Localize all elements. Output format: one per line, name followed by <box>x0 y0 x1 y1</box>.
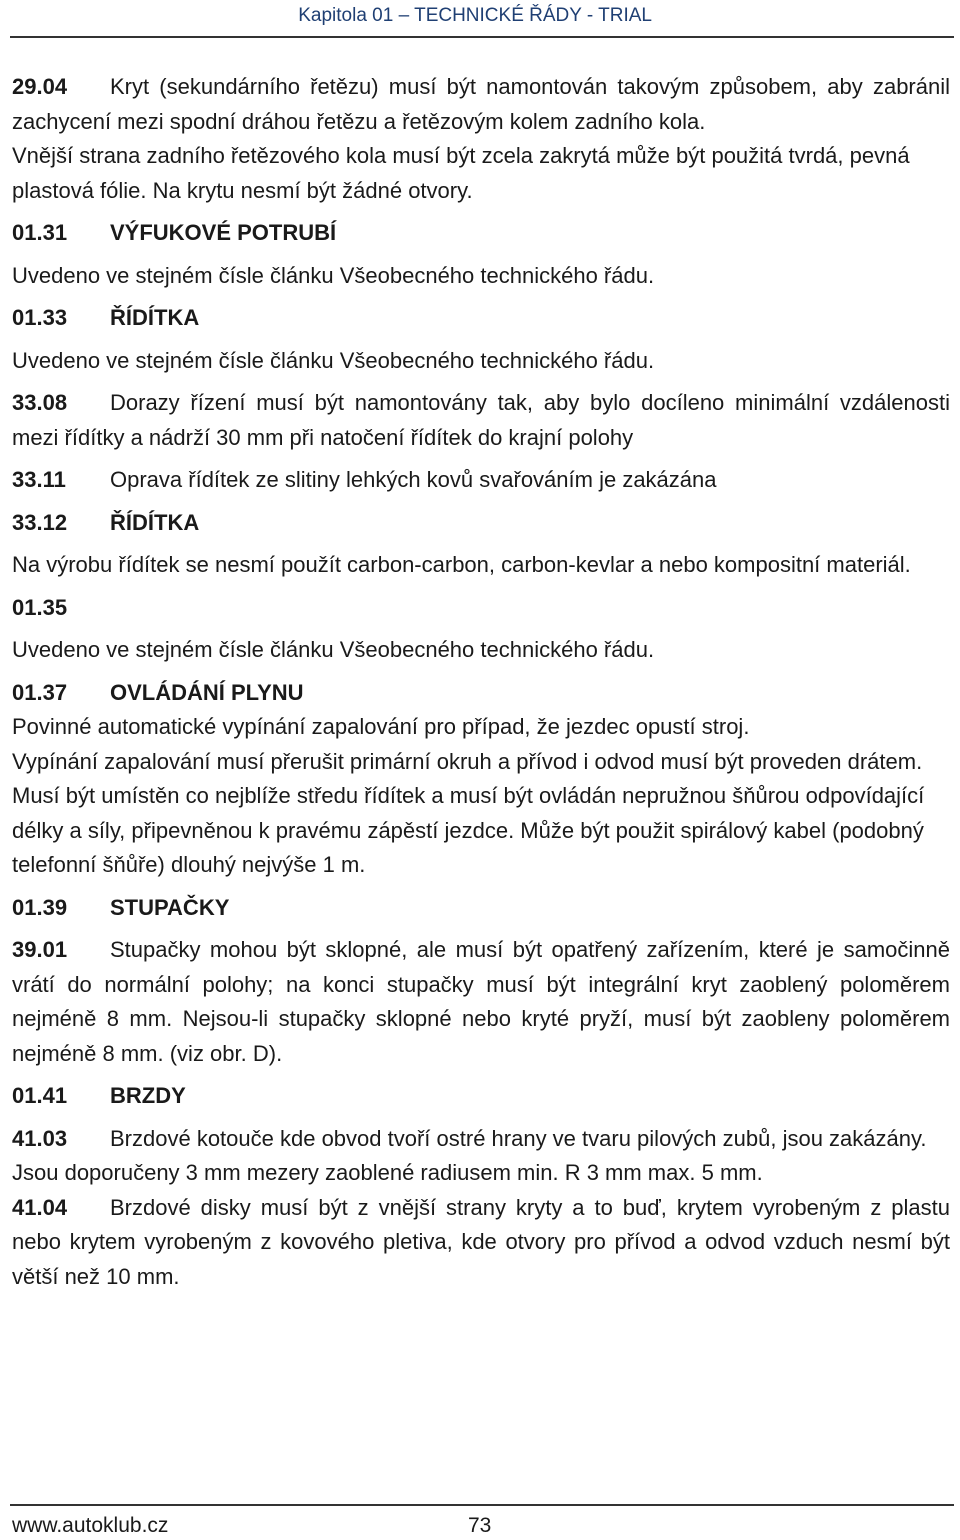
section-text: Stupačky mohou být sklopné, ale musí být opatřený zařízením, které je samočinně vrátí do normální polohy; na konci stupačky musí být integrální kryt zaoblený poloměrem nejméně 8 mm. Nejsou-li stupačky sklopné nebo kryté pryží, musí být zaobleny poloměrem nejméně 8 mm. (viz obr. D). <box>12 937 950 1066</box>
section-01-35 <box>12 591 950 668</box>
header-divider <box>10 36 954 38</box>
footer-url-link[interactable]: www.autoklub.cz <box>12 1514 169 1537</box>
section-paragraph: Vnější strana zadního řetězového kola musí být zcela zakrytá může být použitá tvrdá, pevná plastová fólie. Na krytu nesmí být žádné otvory. <box>12 143 910 203</box>
section-title: BRZDY <box>110 1083 186 1108</box>
section-paragraph: Na výrobu řídítek se nesmí použít carbon-carbon, carbon-kevlar a nebo kompositní materiál. <box>12 552 911 577</box>
section-01-41 <box>12 1079 950 1114</box>
section-number: 33.11 <box>12 467 66 492</box>
section-33-12 <box>12 506 950 583</box>
section-29-04 <box>12 70 950 208</box>
section-heading <box>12 891 950 926</box>
section-paragraph <box>12 70 950 139</box>
section-text: Dorazy řízení musí být namontovány tak, aby bylo docíleno minimální vzdálenosti mezi řídítky a nádrží 30 mm při natočení řídítek do krajní polohy <box>12 390 950 450</box>
section-paragraph: Povinné automatické vypínání zapalování pro případ, že jezdec opustí stroj. <box>12 714 750 739</box>
section-number: 33.08 <box>12 390 68 415</box>
section-title: ŘÍDÍTKA <box>110 509 200 535</box>
section-text: Brzdové kotouče kde obvod tvoří ostré hrany ve tvaru pilových zubů, jsou zakázány. Jsou doporučeny 3 mm mezery zaoblené radiusem min. R 3 mm max. 5 mm. <box>12 1125 927 1185</box>
section-heading <box>12 1079 950 1114</box>
section-text: Kryt (sekundárního řetězu) musí být namontován takovým způsobem, aby zabránil zachycení mezi spodní dráhou řetězu a řetězovým kolem zadního kola. <box>12 74 950 134</box>
section-title: STUPAČKY <box>110 894 230 920</box>
section-number: 39.01 <box>12 937 68 962</box>
section-number: 01.31 <box>12 220 68 245</box>
section-title: ŘÍDÍTKA <box>110 305 200 330</box>
page-number: 73 <box>468 1514 492 1537</box>
section-01-39 <box>12 891 950 926</box>
section-number: 29.04 <box>12 74 68 99</box>
section-number: 41.04 <box>12 1194 68 1220</box>
section-number: 01.39 <box>12 894 68 920</box>
section-paragraph <box>12 463 950 498</box>
section-heading <box>12 216 950 251</box>
section-number: 01.35 <box>12 594 68 620</box>
section-paragraph: Uvedeno ve stejném čísle článku Všeobecného technického řádu. <box>12 347 655 373</box>
section-number: 01.37 <box>12 679 68 705</box>
section-heading <box>12 591 950 626</box>
section-paragraph: Uvedeno ve stejném čísle článku Všeobecného technického řádu. <box>12 262 655 288</box>
section-paragraph <box>12 1122 950 1191</box>
section-33-08 <box>12 386 950 455</box>
page-header <box>0 0 960 34</box>
section-01-37 <box>12 676 950 883</box>
page-footer <box>0 1496 960 1540</box>
section-33-11 <box>12 463 950 498</box>
section-heading <box>12 301 950 336</box>
section-41-04 <box>12 1191 950 1295</box>
section-41-03 <box>12 1122 950 1191</box>
section-number: 41.03 <box>12 1125 68 1151</box>
chapter-title: Kapitola 01 – TECHNICKÉ ŘÁDY - TRIAL <box>298 5 652 26</box>
section-paragraph <box>12 386 950 455</box>
section-heading <box>12 676 950 711</box>
section-number: 01.41 <box>12 1083 68 1108</box>
section-39-01 <box>12 933 950 1071</box>
document-body <box>12 70 950 1294</box>
footer-divider <box>10 1504 954 1506</box>
section-paragraph: Uvedeno ve stejném čísle článku Všeobecného technického řádu. <box>12 637 655 662</box>
section-paragraph <box>12 933 950 1071</box>
section-01-33 <box>12 301 950 378</box>
section-text: Oprava řídítek ze slitiny lehkých kovů svařováním je zakázána <box>110 467 717 492</box>
section-title: OVLÁDÁNÍ PLYNU <box>110 679 304 705</box>
section-number: 01.33 <box>12 305 68 330</box>
section-heading <box>12 506 950 541</box>
section-title: VÝFUKOVÉ POTRUBÍ <box>110 220 337 245</box>
section-text: Brzdové disky musí být z vnější strany kryty a to buď, krytem vyrobeným z plastu nebo krytem vyrobeným z kovového pletiva, kde otvory pro přívod a odvod vzduch nesmí být větší než 10 mm. <box>12 1194 950 1289</box>
section-01-31 <box>12 216 950 293</box>
section-paragraph: Vypínání zapalování musí přerušit primární okruh a přívod i odvod musí být proveden drátem. Musí být umístěn co nejblíže středu řídítek a musí být ovládán nepružnou šňůrou odpovídající délky a síly, připevněnou k pravému zápěstí jezdce. Může být použit spirálový kabel (podobný telefonní šňůře) dlouhý nejvýše 1 m. <box>12 748 925 877</box>
section-paragraph <box>12 1191 950 1295</box>
section-number: 33.12 <box>12 509 68 535</box>
